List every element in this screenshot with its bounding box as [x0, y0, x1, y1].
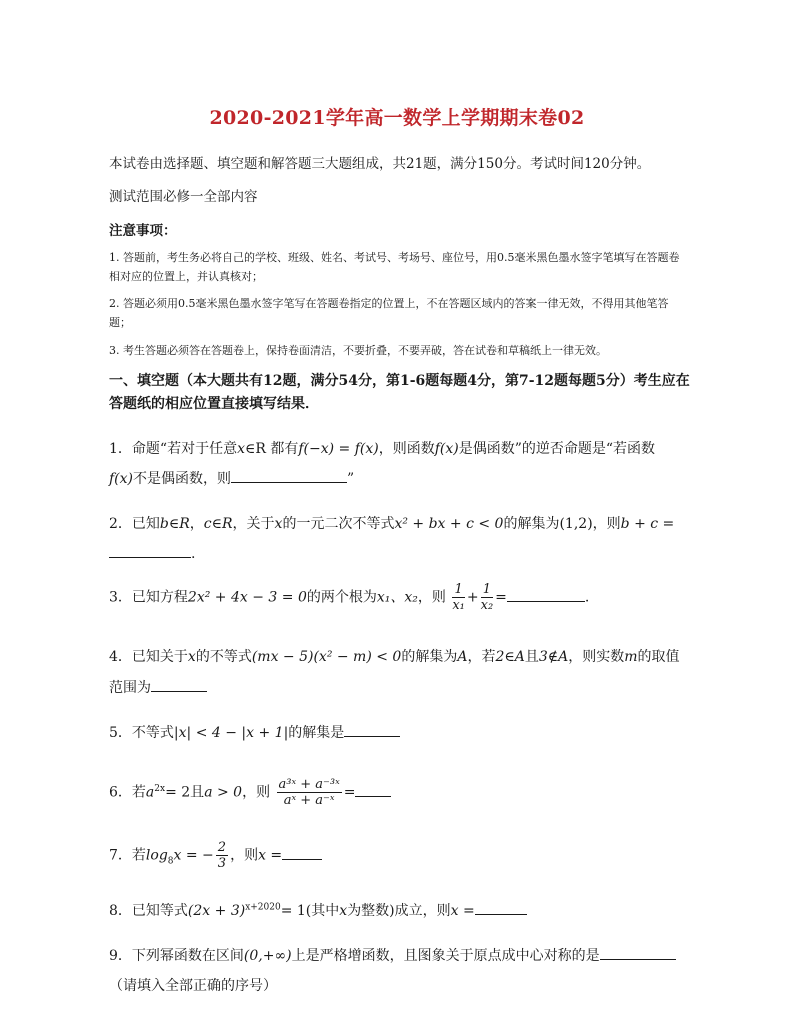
q1-answer-blank[interactable] — [231, 468, 347, 483]
q2-ineq: x² + bx + c < 0 — [394, 516, 504, 532]
page-title: 2020-2021学年高一数学上学期期末卷02 — [209, 107, 585, 129]
q5-text-c: 的解集是 — [288, 725, 345, 741]
q4-text-i: 且 — [524, 649, 539, 665]
q9-text-c: 上是严格增函数，且图象关于原点成中心对称的是 — [291, 948, 600, 964]
question-1 — [109, 438, 655, 458]
q4-m: m — [624, 649, 638, 665]
q3-eq: 2x² + 4x − 3 = 0 — [187, 589, 307, 606]
q2-text-a: 2．已知 — [109, 516, 160, 532]
q8-xeq: x = — [450, 903, 475, 919]
q3-text-a: 3．已知方程 — [109, 589, 188, 606]
q8-base: (2x + 3) — [187, 903, 246, 919]
q2-b: b∈R — [159, 516, 190, 532]
q2-end: . — [191, 546, 196, 562]
question-3 — [109, 582, 589, 613]
q2-text-g: 的一元二次不等式 — [282, 516, 395, 532]
q7-x: x = — [258, 847, 283, 864]
q4-text-k: ，则实数 — [568, 649, 625, 665]
q6-a: a — [145, 784, 155, 801]
q4-text-g: ，若 — [467, 649, 496, 665]
question-1-line2 — [109, 468, 354, 488]
q4-text-a: 4．已知关于 — [109, 649, 188, 665]
notice-item-1: 1. 答题前，考生务必将自己的学校、班级、姓名、考试号、考场号、座位号，用0.5毫米黑色墨水签字笔填写在答题卷相对应的位置上，并认真核对； — [109, 251, 680, 283]
notice-item-2: 2. 答题必须用0.5毫米黑色墨水签字笔写在答题卷指定的位置上，不在答题区域内的答案一律无效，不得用其他笔答题； — [109, 297, 669, 329]
q6-text-c: = 2且 — [165, 784, 205, 801]
question-8 — [109, 900, 527, 920]
q2-text-i: 的解集为(1,2)，则 — [503, 516, 621, 532]
question-7 — [109, 840, 322, 871]
q1-text-e: ，则函数 — [378, 441, 435, 457]
q7-base: 8 — [167, 856, 174, 867]
q1-fx-2: f(x) — [109, 471, 134, 487]
q8-answer-blank[interactable] — [475, 900, 527, 915]
q4-text-m: 的取值 — [637, 649, 680, 665]
q5-text-a: 5．不等式 — [109, 725, 174, 741]
q4-line2: 范围为 — [109, 680, 151, 696]
question-9 — [109, 945, 676, 965]
q1-fx: f(x) — [434, 441, 459, 457]
q4-in: 2∈A — [495, 649, 525, 665]
q1-text-a: 1．命题“若对于任意 — [109, 441, 238, 457]
q2-answer-blank[interactable] — [109, 543, 191, 558]
q7-fraction: $\frac{2}{3}$ — [217, 840, 227, 871]
q8-x: x — [339, 903, 348, 919]
q4-text-c: 的不等式 — [195, 649, 252, 665]
q1-text-i: 不是偶函数，则 — [133, 471, 232, 487]
question-5 — [109, 722, 400, 742]
q4-notin: 3∉A — [538, 649, 569, 665]
q4-answer-blank[interactable] — [151, 677, 207, 692]
q6-fraction: $\frac{\text{a³ˣ + a⁻³ˣ}}{\text{aˣ + a⁻ˣ}}$ — [278, 777, 340, 808]
q1-text-g: 是偶函数”的逆否命题是“若函数 — [458, 441, 656, 457]
q1-text-j: ” — [347, 471, 355, 487]
q4-ineq: (mx − 5)(x² − m) < 0 — [251, 649, 402, 665]
q6-cond: a > 0 — [204, 784, 243, 801]
q7-text-a: 7．若 — [109, 847, 146, 864]
q2-sum: b + c = — [620, 516, 675, 532]
q2-text-c: ， — [189, 516, 204, 532]
q6-text-e: ，则 — [242, 784, 271, 801]
q9-interval: (0,+∞) — [243, 948, 292, 964]
q8-text-c: = 1(其中 — [280, 903, 340, 919]
q8-text-a: 8．已知等式 — [109, 903, 188, 919]
q6-exp: 2x — [154, 783, 166, 794]
q3-text-e: ，则 — [417, 589, 446, 606]
q2-c: c∈R — [203, 516, 233, 532]
q8-text-e: 为整数)成立，则 — [347, 903, 451, 919]
q2-x: x — [274, 516, 283, 532]
q7-log: log — [145, 847, 168, 864]
q4-text-e: 的解集为 — [401, 649, 458, 665]
q5-answer-blank[interactable] — [344, 722, 400, 737]
q6-answer-blank[interactable] — [355, 782, 391, 797]
q1-var: x — [237, 441, 245, 457]
scope-text: 测试范围必修一全部内容 — [109, 189, 258, 205]
q3-plus: + — [466, 589, 479, 606]
question-6 — [109, 777, 391, 808]
q8-exp: x+2020 — [245, 902, 281, 913]
q3-roots: x₁、x₂ — [376, 589, 418, 606]
q3-fraction-1: $\frac{1}{\text{x₁}}$ — [452, 582, 465, 613]
q2-text-e: ，关于 — [232, 516, 275, 532]
q7-text-e: ，则 — [230, 847, 259, 864]
q6-equals: = — [343, 784, 356, 801]
q7-eq: x = − — [173, 847, 214, 864]
q3-answer-blank[interactable] — [507, 587, 585, 602]
notice-heading: 注意事项： — [109, 223, 177, 239]
q7-answer-blank[interactable] — [282, 845, 322, 860]
q5-ineq: |x| < 4 − |x + 1| — [173, 725, 289, 741]
q3-equals: = — [495, 589, 507, 606]
q3-text-c: 的两个根为 — [306, 589, 377, 606]
q9-answer-blank[interactable] — [600, 945, 676, 960]
question-9-line2: （请填入全部正确的序号） — [109, 978, 277, 994]
question-4-line2 — [109, 677, 207, 697]
q6-text-a: 6．若 — [109, 784, 146, 801]
question-4 — [109, 646, 680, 666]
notice-item-3: 3. 考生答题必须答在答题卷上，保持卷面清洁，不要折叠，不要弄破，答在试卷和草稿纸上一律无效。 — [109, 344, 607, 357]
q3-end: . — [584, 589, 590, 606]
intro-text: 本试卷由选择题、填空题和解答题三大题组成，共21题，满分150分。考试时间120分钟。 — [109, 156, 651, 172]
section-heading-fill-in: 一、填空题（本大题共有12题，满分54分，第1-6题每题4分，第7-12题每题5分）考生应在答题纸的相应位置直接填写结果． — [109, 373, 690, 412]
question-2 — [109, 513, 674, 533]
question-2-line2 — [109, 543, 195, 562]
q4-x: x — [187, 649, 196, 665]
q9-text-a: 9．下列幂函数在区间 — [109, 948, 244, 964]
q3-fraction-2: $\frac{1}{\text{x₂}}$ — [480, 582, 494, 613]
q1-text-c: ∈R 都有 — [244, 441, 299, 457]
q4-set: A — [457, 649, 468, 665]
q1-expr: f(−x) = f(x) — [298, 441, 379, 457]
